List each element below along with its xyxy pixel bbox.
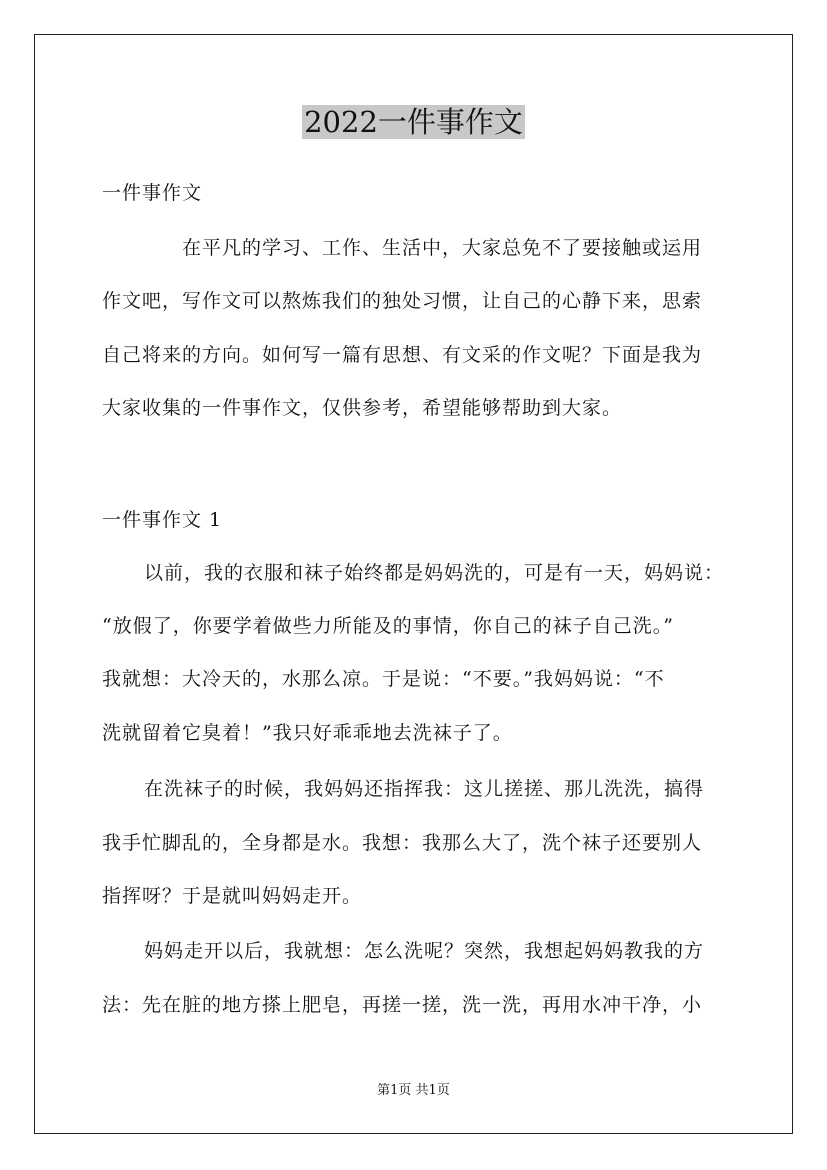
essay-line-7: 指挥呀？于是就叫妈妈走开。 <box>102 885 363 907</box>
intro-line-1: 在平凡的学习、工作、生活中，大家总免不了要接触或运用 <box>182 237 703 259</box>
intro-line-2: 作文吧，写作文可以熬炼我们的独处习惯，让自己的心静下来，思索 <box>102 290 703 312</box>
essay-heading: 一件事作文 1 <box>102 509 223 531</box>
essay-line-5: 在洗袜子的时候，我妈妈还指挥我：这儿搓搓、那儿洗洗，搞得 <box>144 778 705 800</box>
page-footer: 第1页 共1页 <box>377 1083 450 1098</box>
intro-line-4: 大家收集的一件事作文，仅供参考，希望能够帮助到大家。 <box>102 397 623 419</box>
essay-line-4: 洗就留着它臭着！”我只好乖乖地去洗袜子了。 <box>102 722 513 744</box>
essay-line-9: 法：先在脏的地方搽上肥皂，再搓一搓，洗一洗，再用水冲干净，小 <box>102 994 703 1016</box>
document-title <box>0 104 827 140</box>
essay-line-8: 妈妈走开以后，我就想：怎么洗呢？突然，我想起妈妈教我的方 <box>144 940 705 962</box>
essay-line-2: “放假了，你要学着做些力所能及的事情，你自己的袜子自己洗。” <box>102 615 674 637</box>
essay-line-3: 我就想：大冷天的，水那么凉。于是说：“不要。”我妈妈说：“不 <box>102 668 665 690</box>
document-title-text: 2022一件事作文 <box>304 105 523 139</box>
essay-line-6: 我手忙脚乱的，全身都是水。我想：我那么大了，洗个袜子还要别人 <box>102 832 703 854</box>
essay-line-1: 以前，我的衣服和袜子始终都是妈妈洗的，可是有一天，妈妈说： <box>144 562 725 584</box>
intro-line-3: 自己将来的方向。如何写一篇有思想、有文采的作文呢？下面是我为 <box>102 344 703 366</box>
intro-heading: 一件事作文 <box>102 182 203 204</box>
